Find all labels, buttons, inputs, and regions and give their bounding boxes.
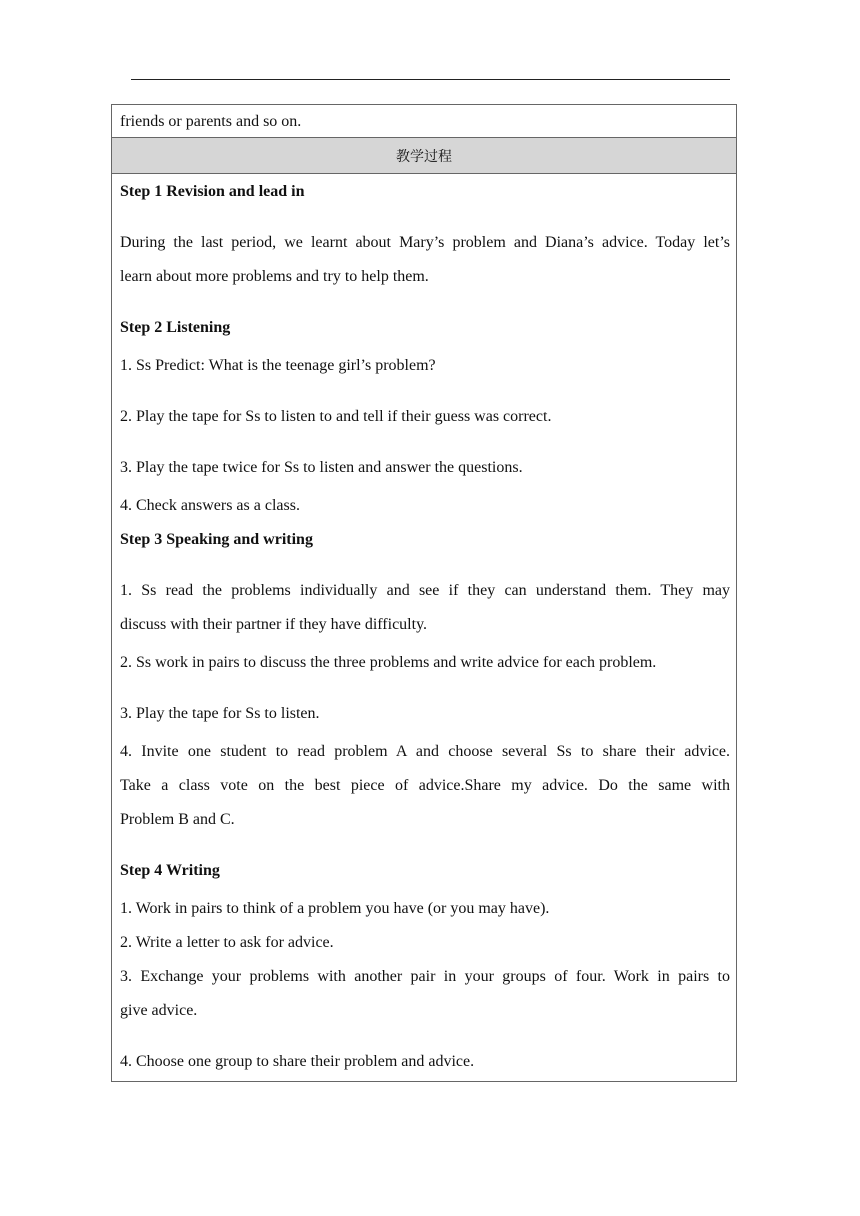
continued-text: friends or parents and so on. [120,113,302,130]
step-line: discuss with their partner if they have difficulty. [120,616,428,633]
step-title: Step 3 Speaking and writing [120,531,313,548]
step-line: 3. Play the tape twice for Ss to listen and answer the questions. [120,459,523,476]
step-title: Step 1 Revision and lead in [120,183,305,200]
step-line: 2. Write a letter to ask for advice. [120,934,334,951]
section-header [112,138,736,174]
lesson-table [111,104,737,1082]
step-line: 4. Choose one group to share their problem and advice. [120,1053,475,1070]
step-line: 1. Work in pairs to think of a problem you have (or you may have). [120,900,550,917]
step-line: 4. Invite one student to read problem A and choose several Ss to share their advice. [120,743,730,760]
step-title: Step 4 Writing [120,862,220,879]
header-rule [131,79,730,80]
step-line: 4. Check answers as a class. [120,497,300,514]
teaching-process-cell [112,174,736,1081]
step-line: give advice. [120,1002,198,1019]
section-header-label: 教学过程 [396,148,452,165]
step-line: 2. Play the tape for Ss to listen to and tell if their guess was correct. [120,408,552,425]
table-row [112,105,736,138]
step-line: learn about more problems and try to help them. [120,268,429,285]
step-line: During the last period, we learnt about Mary’s problem and Diana’s advice. Today let’s [120,234,730,251]
step-line: 1. Ss read the problems individually and see if they can understand them. They may [120,582,730,599]
step-line: 3. Play the tape for Ss to listen. [120,705,320,722]
step-line: 3. Exchange your problems with another pair in your groups of four. Work in pairs to [120,968,730,985]
step-title: Step 2 Listening [120,319,231,336]
step-line: 1. Ss Predict: What is the teenage girl’s problem? [120,357,436,374]
step-line: 2. Ss work in pairs to discuss the three problems and write advice for each problem. [120,654,657,671]
step-line: Problem B and C. [120,811,235,828]
step-line: Take a class vote on the best piece of advice.Share my advice. Do the same with [120,777,730,794]
